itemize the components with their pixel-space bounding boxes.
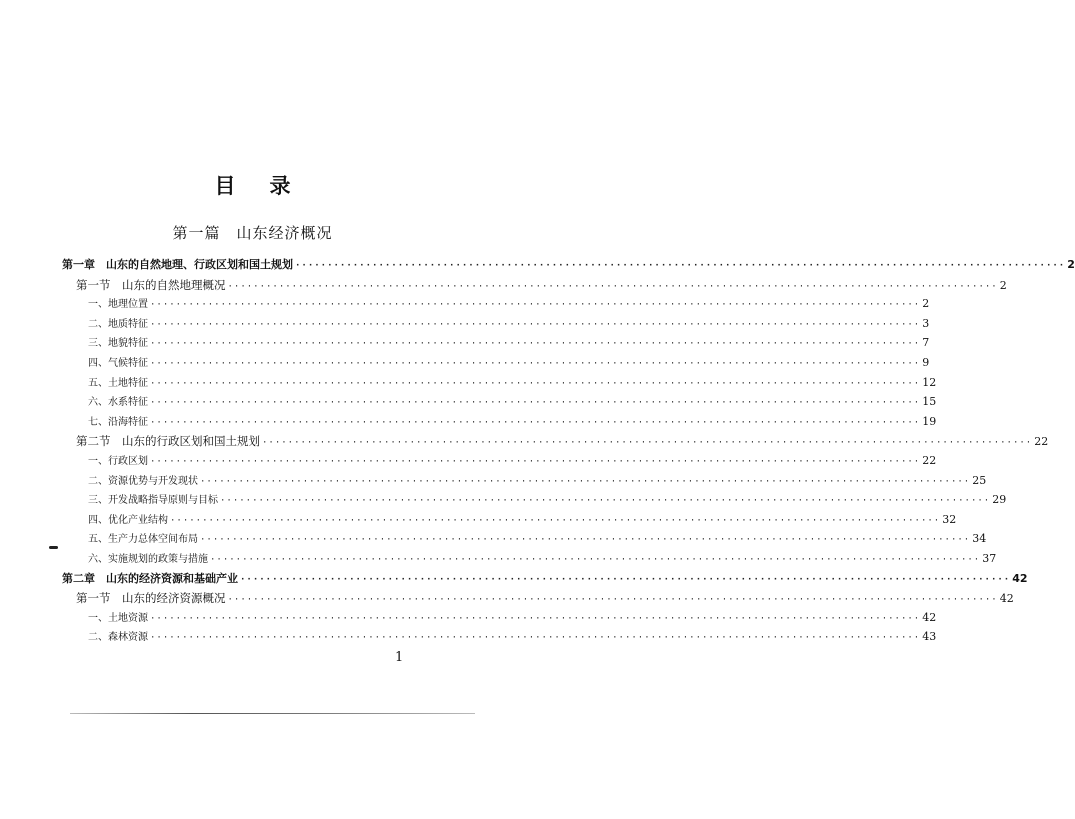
toc-entry-page: 15: [922, 395, 937, 409]
toc-entry-label: 二、森林资源: [88, 632, 148, 644]
toc-entry-page: 7: [922, 336, 930, 350]
leader-dots: ························································································································: [227, 595, 998, 606]
toc-entry-label: 一、行政区划: [88, 456, 148, 467]
toc-title: 目录: [214, 174, 325, 198]
part-number: 第一篇: [172, 224, 221, 242]
toc-entry-item: [88, 550, 997, 568]
toc-entry-page: 42: [1012, 571, 1028, 585]
toc-entry-label: 五、土地特征: [88, 377, 148, 389]
toc-entry-item: [88, 628, 937, 646]
leader-dots: ························································································································: [170, 515, 941, 526]
toc-entry-section: [76, 589, 1014, 607]
leader-dots: ························································································································: [200, 476, 971, 487]
leader-dots: ························································································································: [240, 574, 1011, 585]
toc-entry-chapter: [62, 256, 1075, 274]
toc-entry-label: 四、优化产业结构: [88, 514, 168, 526]
toc-entry-page: 37: [982, 552, 997, 565]
leader-dots: ························································································································: [150, 319, 921, 330]
toc-entry-page: 2: [1067, 258, 1075, 271]
toc-entry-item: [88, 609, 937, 627]
leader-dots: ························································································································: [227, 281, 998, 292]
toc-entry-label: 三、地貌特征: [88, 338, 148, 350]
part-title: 山东经济概况: [236, 224, 333, 242]
toc-entry-chapter: [62, 570, 1028, 588]
leader-dots: ························································································································: [150, 417, 921, 428]
toc-entry-item: [88, 511, 957, 529]
toc-entry-section: [76, 276, 1007, 294]
toc-entry-item: [88, 452, 937, 470]
toc-entry-label: 五、生产力总体空间布局: [88, 534, 198, 546]
leader-dots: ························································································································: [262, 438, 1033, 449]
toc-entry-page: 22: [1034, 435, 1049, 449]
toc-entry-page: 2: [999, 278, 1007, 292]
toc-entry-label: 七、沿海特征: [88, 416, 148, 428]
toc-entry-item: [88, 472, 987, 490]
toc-entry-item: [88, 393, 937, 411]
toc-entry-page: 32: [942, 512, 957, 526]
toc-entry-page: 2: [922, 297, 930, 311]
toc-entry-item: [88, 334, 930, 352]
toc-entry-label: 一、土地资源: [88, 612, 148, 624]
toc-entry-page: 43: [922, 630, 937, 644]
leader-dots: ························································································································: [150, 633, 921, 644]
toc-entry-label: 二、资源优势与开发现状: [88, 475, 198, 487]
toc-entry-page: 9: [922, 356, 930, 369]
toc-entry-item: [88, 491, 1007, 509]
leader-dots: ························································································································: [150, 398, 921, 409]
toc-entry-label: 二、地质特征: [88, 318, 148, 330]
toc-entry-label: 六、水系特征: [88, 397, 148, 409]
toc-entry-page: 19: [922, 414, 937, 428]
toc-entry-page: 29: [992, 493, 1007, 507]
toc-entry-item: [88, 354, 930, 372]
scan-mark: [49, 546, 58, 549]
toc-entry-item: [88, 295, 930, 313]
leader-dots: ························································································································: [150, 359, 921, 369]
toc-entry-page: 42: [922, 610, 937, 624]
toc-entry-item: [88, 374, 937, 392]
toc-entry-page: 34: [972, 532, 987, 546]
toc-entry-label: 第一节 山东的自然地理概况: [76, 277, 226, 292]
toc-entry-page: 42: [999, 592, 1014, 606]
toc-entry-label: 三、开发战略指导原则与目标: [88, 495, 218, 507]
leader-dots: ························································································································: [220, 496, 991, 507]
leader-dots: ························································································································: [150, 457, 921, 467]
leader-dots: ························································································································: [150, 613, 921, 624]
toc-entry-page: 12: [922, 375, 937, 389]
toc-entry-page: 3: [922, 316, 930, 330]
toc-entry-label: 一、地理位置: [88, 299, 148, 311]
leader-dots: ························································································································: [150, 339, 921, 350]
toc-entry-section: [76, 432, 1049, 450]
leader-dots: ························································································································: [150, 378, 921, 389]
toc-entry-label: 第二章 山东的经济资源和基础产业: [62, 571, 238, 585]
toc-entry-label: 第二节 山东的行政区划和国土规划: [76, 434, 260, 449]
leader-dots: ························································································································: [210, 555, 981, 565]
leader-dots: ························································································································: [150, 300, 921, 311]
page-number: 1: [395, 650, 404, 665]
toc-entry-item: [88, 530, 987, 548]
toc-entry-label: 第一章 山东的自然地理、行政区划和国土规划: [62, 258, 293, 271]
page-bottom-rule: [70, 713, 475, 714]
leader-dots: ························································································································: [200, 535, 971, 546]
leader-dots: ························································································································: [295, 261, 1066, 271]
toc-entry-item: [88, 413, 937, 431]
part-heading: [0, 222, 505, 243]
toc-entry-label: 第一节 山东的经济资源概况: [76, 591, 226, 606]
toc-entry-page: 22: [922, 454, 937, 467]
toc-entry-label: 六、实施规划的政策与措施: [88, 554, 208, 565]
toc-entry-page: 25: [972, 473, 987, 487]
toc-entry-item: [88, 315, 930, 333]
toc-entry-label: 四、气候特征: [88, 358, 148, 369]
